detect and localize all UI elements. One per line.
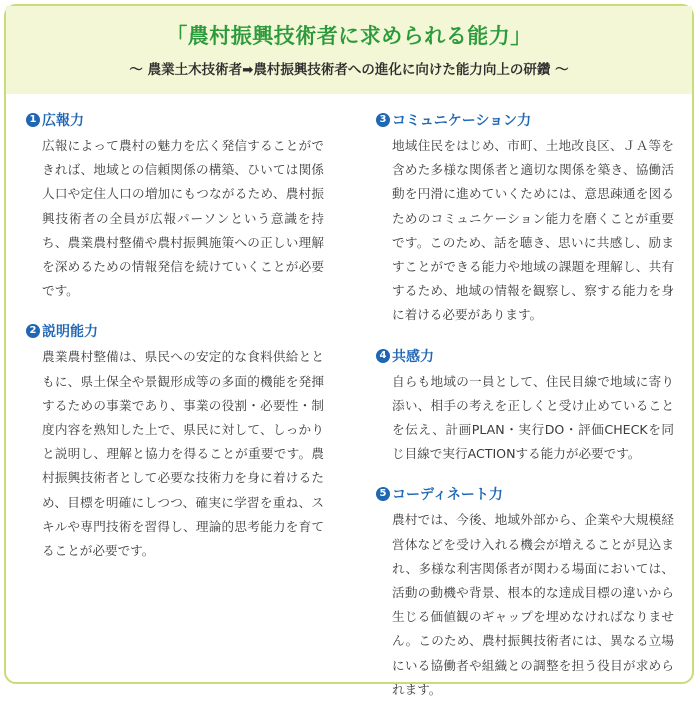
section-number-badge: 5 [376,487,390,501]
section-body: 農業農村整備は、県民への安定的な食料供給とともに、県土保全や景観形成等の多面的機能を発揮するための事業であり、事業の役割・必要性・制度内容を熟知した上で、県民に対して、しっかりと説明し、理解と協力を得ることが重要です。農村振興技術者として必要な技術力を身に着けるため、目標を明確にしつつ、確実に学習を重ね、スキルや専門技術を習得し、理論的思考能力を育てることが必要です。 [42,349,324,559]
section-heading [376,346,674,366]
header-band [6,6,692,94]
section-body: 広報によって農村の魅力を広く発信することができれば、地域との信頼関係の構築、ひいては関係人口や定住人口の増加にもつながるため、農村振興技術者の全員が広報パーソンという意識を持ち、農業農村整備や農村振興施策への正しい理解を深めるための情報発信を続けていくことが必要です。 [42,138,324,299]
section-title: 共感力 [392,348,434,365]
section-title: コミュニケーション力 [392,113,532,129]
section-title: コーディネート力 [392,487,503,504]
section-explanation [26,321,324,563]
section-public-relations [26,110,324,303]
section-empathy [376,346,674,467]
section-title: 広報力 [42,113,84,129]
section-title: 説明能力 [42,324,98,341]
right-column [376,110,674,720]
section-number-badge: 2 [26,324,40,338]
section-heading [26,110,324,130]
content-frame [4,4,694,697]
section-body: 地域住民をはじめ、市町、土地改良区、ＪＡ等を含めた多様な関係者と適切な関係を築き、協働活動を円滑に進めていくためには、意思疎通を図るためのコミュニケーション能力を磨くことが重要です。このため、話を聴き、思いに共感し、励ますことができる能力や地域の課題を理解し、共有するため、地域の情報を観察し、察する能力を身に着ける必要があります。 [392,138,674,323]
section-number-badge: 1 [26,113,40,127]
section-coordination [376,484,674,702]
section-heading [376,484,674,504]
section-number-badge: 3 [376,113,390,127]
section-communication [376,110,674,328]
section-body: 自らも地域の一員として、住民目線で地域に寄り添い、相手の考えを正しくと受け止めていることを伝え、計画PLAN・実行DO・評価CHECKを同じ目線で実行ACTIONする能力が必要です。 [392,373,674,462]
left-column [26,110,324,581]
section-heading [26,321,324,341]
section-number-badge: 4 [376,349,390,363]
page-subtitle: ～ 農業土木技術者➡農村振興技術者への進化に向けた能力向上の研鑽 ～ [129,62,569,78]
page-title: 「農村振興技術者に求められる能力」 [166,24,532,48]
section-body: 農村では、今後、地域外部から、企業や大規模経営体などを受け入れる機会が増えることが見込まれ、多様な利害関係者が関わる場面においては、活動の動機や背景、根本的な達成目標の違いから生じる価値観のギャップを埋めなければなりません。このため、農村振興技術者には、異なる立場にいる協働者や組織との調整を担う役目が求められます。 [392,512,674,697]
section-heading [376,110,674,130]
